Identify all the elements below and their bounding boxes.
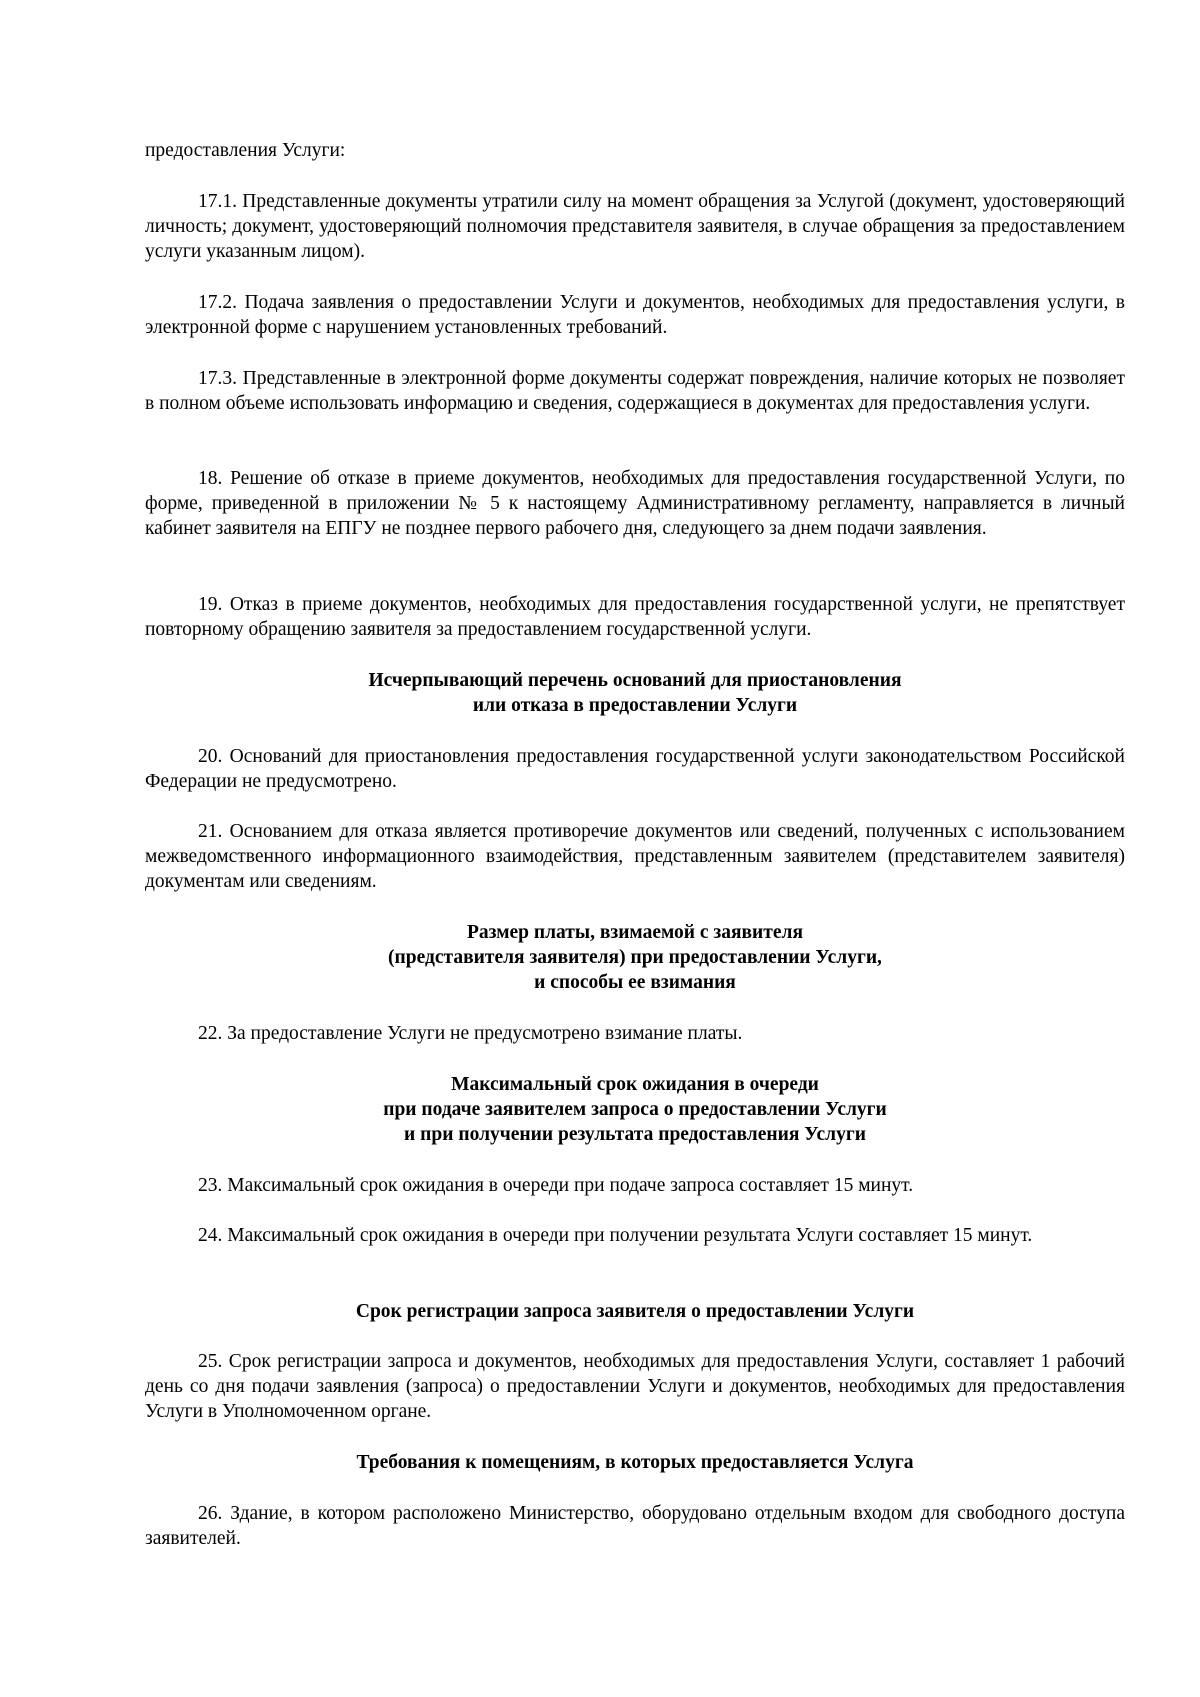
paragraph-22: 22. За предоставление Услуги не предусмотрено взимание платы.	[198, 1023, 743, 1044]
paragraph-17-3: 17.3. Представленные в электронной форме документы содержат повреждения, наличие которых не позволяет в полном объеме использовать информацию и сведения, содержащиеся в документах для предоставления услуги.	[145, 368, 1125, 414]
paragraph-intro: предоставления Услуги:	[145, 140, 346, 161]
section-heading-queue	[145, 1072, 1125, 1147]
heading-line: Срок регистрации запроса заявителя о предоставлении Услуги	[355, 1301, 915, 1322]
paragraph-21: 21. Основанием для отказа является противоречие документов или сведений, полученных с использованием межведомственного информационного взаимодействия, представленным заявителем (представителем заявителя) документам или сведениям.	[145, 821, 1125, 892]
paragraph-19: 19. Отказ в приеме документов, необходимых для предоставления государственной услуги, не препятствует повторному обращению заявителя за предоставлением государственной услуги.	[145, 594, 1125, 640]
paragraph-24: 24. Максимальный срок ожидания в очереди при получении результата Услуги составляет 15 минут.	[198, 1225, 1033, 1246]
heading-line: Требования к помещениям, в которых предоставляется Услуга	[356, 1452, 914, 1473]
section-heading-premises	[145, 1450, 1125, 1475]
section-heading-fee	[145, 920, 1125, 995]
heading-line: Исчерпывающий перечень оснований для приостановления	[368, 670, 902, 691]
heading-line: Максимальный срок ожидания в очереди	[451, 1074, 819, 1095]
paragraph-17-1: 17.1. Представленные документы утратили силу на момент обращения за Услугой (документ, удостоверяющий личность; документ, удостоверяющий полномочия представителя заявителя, в случае обращения за предоставлением услуги указанным лицом).	[145, 191, 1125, 262]
heading-line: и при получении результата предоставления Услуги	[404, 1124, 866, 1145]
paragraph-20: 20. Оснований для приостановления предоставления государственной услуги законодательством Российской Федерации не предусмотрено.	[145, 746, 1125, 792]
paragraph-25: 25. Срок регистрации запроса и документов, необходимых для предоставления Услуги, составляет 1 рабочий день со дня подачи заявления (запроса) о предоставлении Услуги и документов, необходимых для предоставления Услуги в Уполномоченном органе.	[145, 1351, 1125, 1422]
paragraph-17-2: 17.2. Подача заявления о предоставлении Услуги и документов, необходимых для предоставления услуги, в электронной форме с нарушением установленных требований.	[145, 292, 1125, 338]
heading-line: или отказа в предоставлении Услуги	[472, 695, 798, 716]
heading-line: (представителя заявителя) при предоставлении Услуги,	[388, 947, 882, 968]
paragraph-23: 23. Максимальный срок ожидания в очереди при подаче запроса составляет 15 минут.	[198, 1175, 914, 1196]
section-heading-registration	[145, 1299, 1125, 1324]
heading-line: и способы ее взимания	[534, 972, 736, 993]
heading-line: при подаче заявителем запроса о предоставлении Услуги	[383, 1099, 887, 1120]
paragraph-18: 18. Решение об отказе в приеме документов, необходимых для предоставления государственной Услуги, по форме, приведенной в приложении № 5 к настоящему Административному регламенту, направляется в личный кабинет заявителя на ЕПГУ не позднее первого рабочего дня, следующего за днем подачи заявления.	[145, 468, 1125, 539]
section-heading-grounds	[145, 668, 1125, 718]
paragraph-26: 26. Здание, в котором расположено Министерство, оборудовано отдельным входом для свободного доступа заявителей.	[145, 1503, 1125, 1549]
heading-line: Размер платы, взимаемой с заявителя	[466, 922, 804, 943]
